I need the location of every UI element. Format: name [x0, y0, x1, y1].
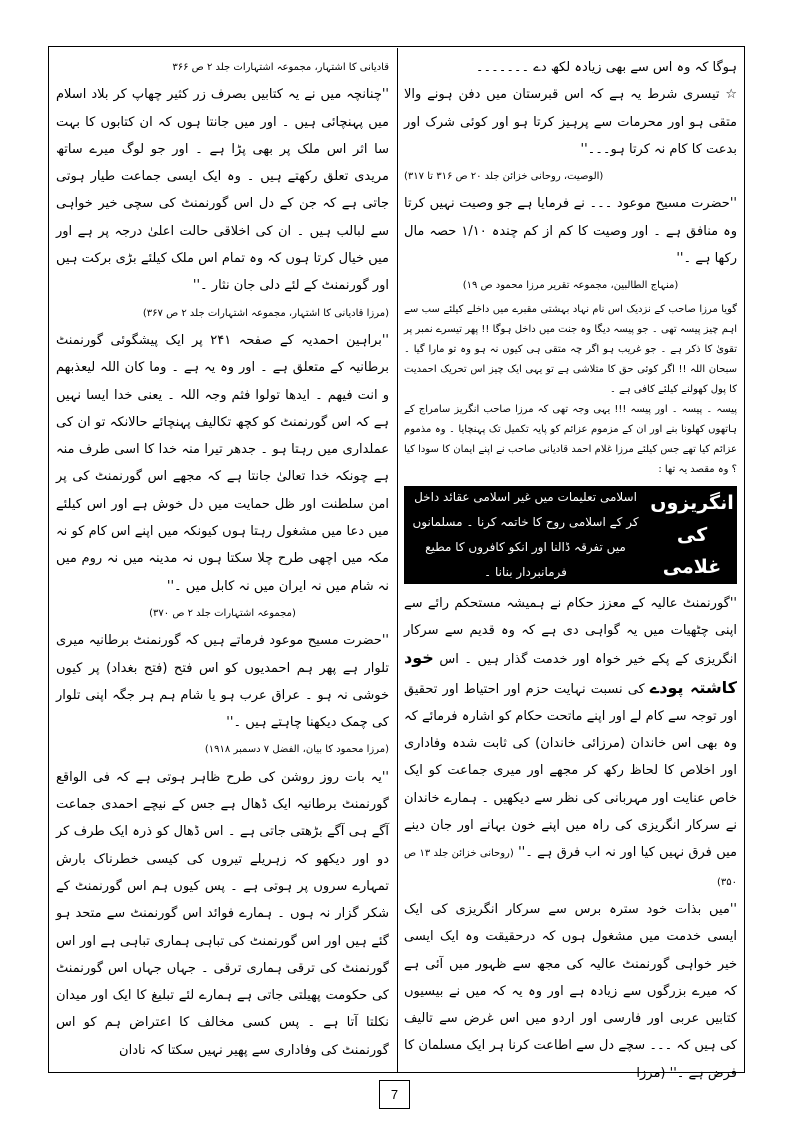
- citation: (منہاج الطالبین، مجموعہ تقریر مرزا محمود ص ۱۹): [462, 280, 679, 292]
- right-column: [404, 54, 738, 1081]
- citation: (مرزا قادیانی کا اشتہار، مجموعہ اشتہارات جلد ۲ ص ۳۶۷): [142, 307, 389, 319]
- paragraph: ''چنانچہ میں نے یہ کتابیں بصرف زر کثیر چھاپ کر بلاد اسلام میں پہنچائی ہیں ۔ اور میں جانتا ہوں کہ ان کتابوں کا بہت سا اثر اس ملک پر بھی پڑا ہے ۔ اور جو لوگ میرے ساتھ مریدی تعلق رکھتے ہیں ۔ وہ ایک ایسی جماعت طیار ہوتی جاتی ہے کہ جن کے دل اس گورنمنٹ کی سچی خیر خواہی سے لبالب ہیں ۔ ان کی اخلاقی حالت اعلیٰ درجہ پر ہے اور میں خیال کرتا ہوں کہ وہ تمام اس ملک کیلئے بڑی برکت ہیں اور گورنمنٹ کے لئے دلی جان نثار ۔'': [56, 87, 389, 294]
- paragraph: [404, 590, 737, 896]
- banner-title: انگریزوں کی غلامی: [650, 491, 734, 578]
- citation: قادیانی کا اشتہار، مجموعہ اشتہارات جلد ۲ ص ۳۶۶: [172, 62, 389, 73]
- left-column: [56, 54, 389, 1064]
- paragraph: ''یہ بات روز روشن کی طرح ظاہر ہوتی ہے کہ فی الواقع گورنمنٹ برطانیہ ایک ڈھال ہے جس کے نیچے احمدی جماعت آگے ہی آگے بڑھتی جاتی ہے ۔ اس ڈھال کو ذرہ ایک طرف کر دو اور دیکھو کہ زہریلے تیروں کی کیسی خطرناک بارش تمہارے سروں پر ہوتی ہے ۔ پس کیوں ہم اس گورنمنٹ کے شکر گزار نہ ہوں ۔ ہمارے فوائد اس گورنمنٹ سے متحد ہو گئے ہیں اور اس گورنمنٹ کی تباہی ہماری تباہی ہے اور اس گورنمنٹ کی ترقی ہماری ترقی ۔ جہاں جہاں اس گورنمنٹ کی حکومت پھیلتی جاتی ہے ہمارے لئے تبلیغ کا ایک اور میدان نکلتا آتا ہے ۔ پس کسی مخالف کا اعتراض ہم کو اس گورنمنٹ کی وفاداری سے پھیر نہیں سکتا کہ نادان: [56, 769, 389, 1058]
- column-divider: [397, 48, 398, 1072]
- paragraph-text: ''گورنمنٹ عالیہ کے معزز حکام نے ہمیشہ مستحکم رائے سے اپنی چٹھیات میں یہ گواہی دی ہے کہ وہ قدیم سے سرکار انگریزی کے پکے خیر خواہ اور خدمت گذار ہیں ۔ اس: [404, 595, 737, 668]
- section-banner: [404, 486, 737, 584]
- paragraph: پیسہ ۔ پیسہ ۔ اور پیسہ !!! یہی وجہ تھی کہ مرزا صاحب انگریز سامراج کے ہاتھوں کھلونا بنے اور ان کے مزموم عزائم کو پایہ تکمیل تک پہنچایا ۔ وہ مذموم عزائم کیا تھے جس کیلئے مرزا غلام احمد قادیانی صاحب نے اپنے ایمان کا سودا کیا ؟ وہ مقصد یہ تھا :: [404, 403, 737, 475]
- paragraph: گویا مرزا صاحب کے نزدیک اس نام نہاد بہشتی مقبرے میں داخلے کیلئے سب سے اہم چیز پیسہ تھی ۔ جو پیسہ دیگا وہ جنت میں داخل ہوگا !! پھر تیسرے نمبر پر تقویٰ کا ذکر ہے ۔ جو غریب ہو اگر چہ متقی ہی کیوں نہ ہو وہ تو مارا گیا ۔ سبحان اللہ !! اگر کوئی حق کا متلاشی ہے تو یہی ایک چیز اس تحریک احمدیت کا پول کھولنے کیلئے کافی ہے ۔: [404, 303, 737, 395]
- paragraph: ''حضرت مسیح موعود ۔۔۔ نے فرمایا ہے جو وصیت نہیں کرتا وہ منافق ہے ۔ اور وصیت کا کم از کم چندہ ۱/۱۰ حصہ مال رکھا ہے ۔'': [404, 196, 738, 267]
- citation: (روحانی خزائن جلد ۱۳ ص ۳۵۰): [404, 848, 737, 888]
- paragraph: ''میں بذات خود سترہ برس سے سرکار انگریزی کی ایک ایسی خدمت میں مشغول ہوں کہ درحقیقت وہ ایک ایسی خیر خواہی گورنمنٹ عالیہ کی مجھ سے ظہور میں آئی ہے کہ میرے بزرگوں سے زیادہ ہے اور وہ یہ کہ میں نے بیسیوں کتابیں عربی اور فارسی اور اردو میں اس غرض سے تالیف کی ہیں کہ ۔۔۔ سچے دل سے اطاعت کرنا ہر ایک مسلمان کا فرض ہے ۔'' (مرزا: [404, 901, 737, 1081]
- banner-body: اسلامی تعلیمات میں غیر اسلامی عقائد داخل کر کے اسلامی روح کا خاتمہ کرنا ۔ مسلمانوں میں تفرقہ ڈالنا اور انکو کافروں کا مطیع فرمانبردار بنانا ۔: [412, 489, 639, 579]
- paragraph: ''براہین احمدیہ کے صفحہ ۲۴۱ پر ایک پیشگوئی گورنمنٹ برطانیہ کے متعلق ہے ۔ اور وہ یہ ہے ۔ وما کان اللہ لیعذبھم و انت فیھم ۔ ایدھا تولوا فثم وجہ اللہ ۔ یعنی خدا ایسا نہیں ہے کہ اس گورنمنٹ کو کچھ تکالیف پہنچائے حالانکہ تو ان کی عملداری میں رہتا ہو ۔ جدھر تیرا منہ خدا کا اسی طرف منہ ہے چونکہ خدا تعالیٰ جانتا ہے کہ مجھے اس گورنمنٹ کی پر امن سلطنت اور ظل حمایت میں دل خوش ہے اور اس کیلئے میں دعا میں مشغول رہتا ہوں کیونکہ میں اپنے اس کام کو نہ مکہ میں اچھی طرح چلا سکتا ہوں نہ مدینہ میں نہ روم میں نہ شام میں نہ ایران میں نہ کابل میں ۔'': [56, 332, 389, 594]
- citation: (الوصیت، روحانی خزائن جلد ۲۰ ص ۳۱۶ تا ۳۱۷): [404, 171, 604, 183]
- page-number: 7: [379, 1080, 410, 1109]
- citation: (مجموعہ اشتہارات جلد ۲ ص ۳۷۰): [149, 607, 296, 619]
- paragraph-text: کی نسبت نہایت حزم اور احتیاط اور تحقیق اور توجہ سے کام لے اور اپنے ماتحت حکام کو اشارہ فرمائے کہ وہ بھی اس خاندان (مرزائی خاندان) کی ثابت شدہ وفاداری اور اخلاص کا لحاظ رکھ کر مجھے اور میری جماعت کو ایک خاص عنایت اور مہربانی کی نظر سے دیکھیں ۔ ہمارے خاندان نے سرکار انگریزی کی راہ میں اپنے خون بہانے اور جان دینے میں فرق نہیں کیا اور نہ اب فرق ہے ۔'': [404, 681, 737, 861]
- citation: (مرزا محمود کا بیان، الفضل ۷ دسمبر ۱۹۱۸): [204, 744, 389, 756]
- paragraph: ☆ تیسری شرط یہ ہے کہ اس قبرستان میں دفن ہونے والا متقی ہو اور محرمات سے پرہیز کرتا ہو اور کوئی شرک اور بدعت کا کام نہ کرتا ہو۔۔۔'': [404, 87, 737, 157]
- paragraph: ''حضرت مسیح موعود فرماتے ہیں کہ گورنمنٹ برطانیہ میری تلوار ہے پھر ہم احمدیوں کو اس فتح (فتح بغداد) پر کیوں خوشی نہ ہو ۔ عراق عرب ہو یا شام ہم ہر جگہ اپنی تلوار کی چمک دیکھنا چاہتے ہیں ۔'': [56, 633, 389, 731]
- emphasis-text: خود کاشتہ پودے: [404, 648, 737, 697]
- paragraph: ہوگا کہ وہ اس سے بھی زیادہ لکھ دے ۔۔۔۔۔۔۔: [475, 60, 737, 75]
